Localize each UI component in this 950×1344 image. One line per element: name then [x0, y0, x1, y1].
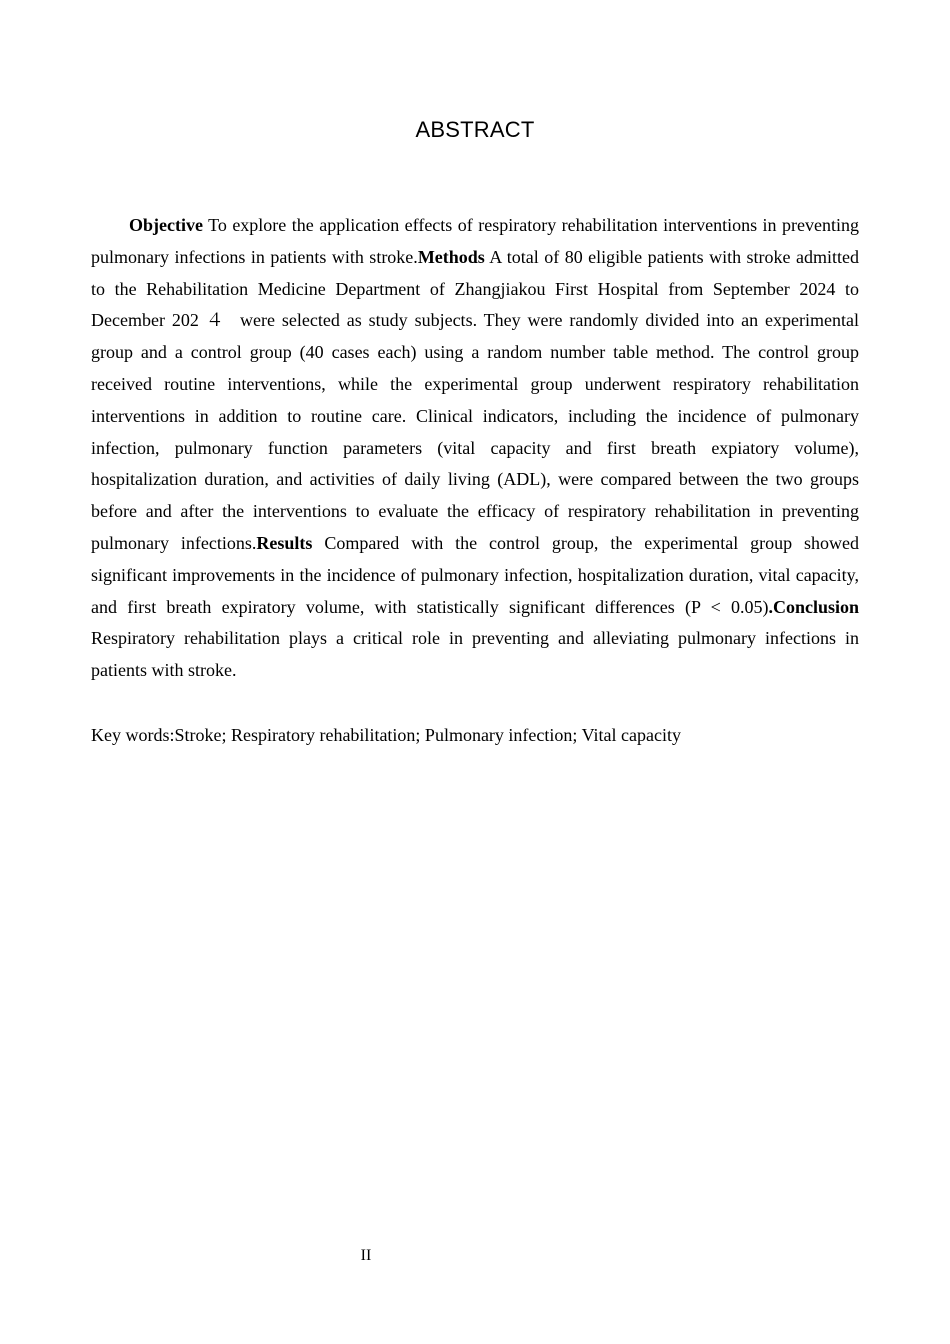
conclusion-text: Respiratory rehabilitation plays a critical role in preventing and alleviating pulmonary infections in patients with stroke. — [91, 628, 859, 681]
objective-text: To explore the application effects of respiratory rehabilitation interventions in preventing pulmonary infections in patients with stroke. — [91, 215, 859, 267]
abstract-title: ABSTRACT — [415, 117, 535, 142]
page-number: II — [360, 1247, 372, 1264]
conclusion-label: .Conclusion — [768, 596, 859, 617]
abstract-paragraph — [91, 210, 859, 687]
results-text: Compared with the control group, the experimental group showed significant improvements in the incidence of pulmonary infection, hospitalization duration, vital capacity, and first breath expiratory volume, with statistically significant differences (P < 0.05) — [91, 532, 860, 617]
keywords-line: Key words:Stroke; Respiratory rehabilitation; Pulmonary infection; Vital capacity — [91, 725, 681, 745]
results-label: Results — [256, 532, 313, 553]
objective-label: Objective — [129, 215, 203, 235]
methods-label: Methods — [417, 246, 485, 267]
methods-text: A total of 80 eligible patients with stroke admitted to the Rehabilitation Medicine Department of Zhangjiakou First Hospital from September 2024 to December 202 ４ were selected as study subjects. They were randomly divided into an experimental group and a control group (40 cases each) using a random number table method. The control group received routine interventions, while the experimental group underwent respiratory rehabilitation interventions in addition to routine care. Clinical indicators, including the incidence of pulmonary infection, pulmonary function parameters (vital capacity and first breath expiatory volume), hospitalization duration, and activities of daily living (ADL), were compared between the two groups before and after the interventions to evaluate the efficacy of respiratory rehabilitation in preventing pulmonary infections. — [91, 246, 859, 553]
